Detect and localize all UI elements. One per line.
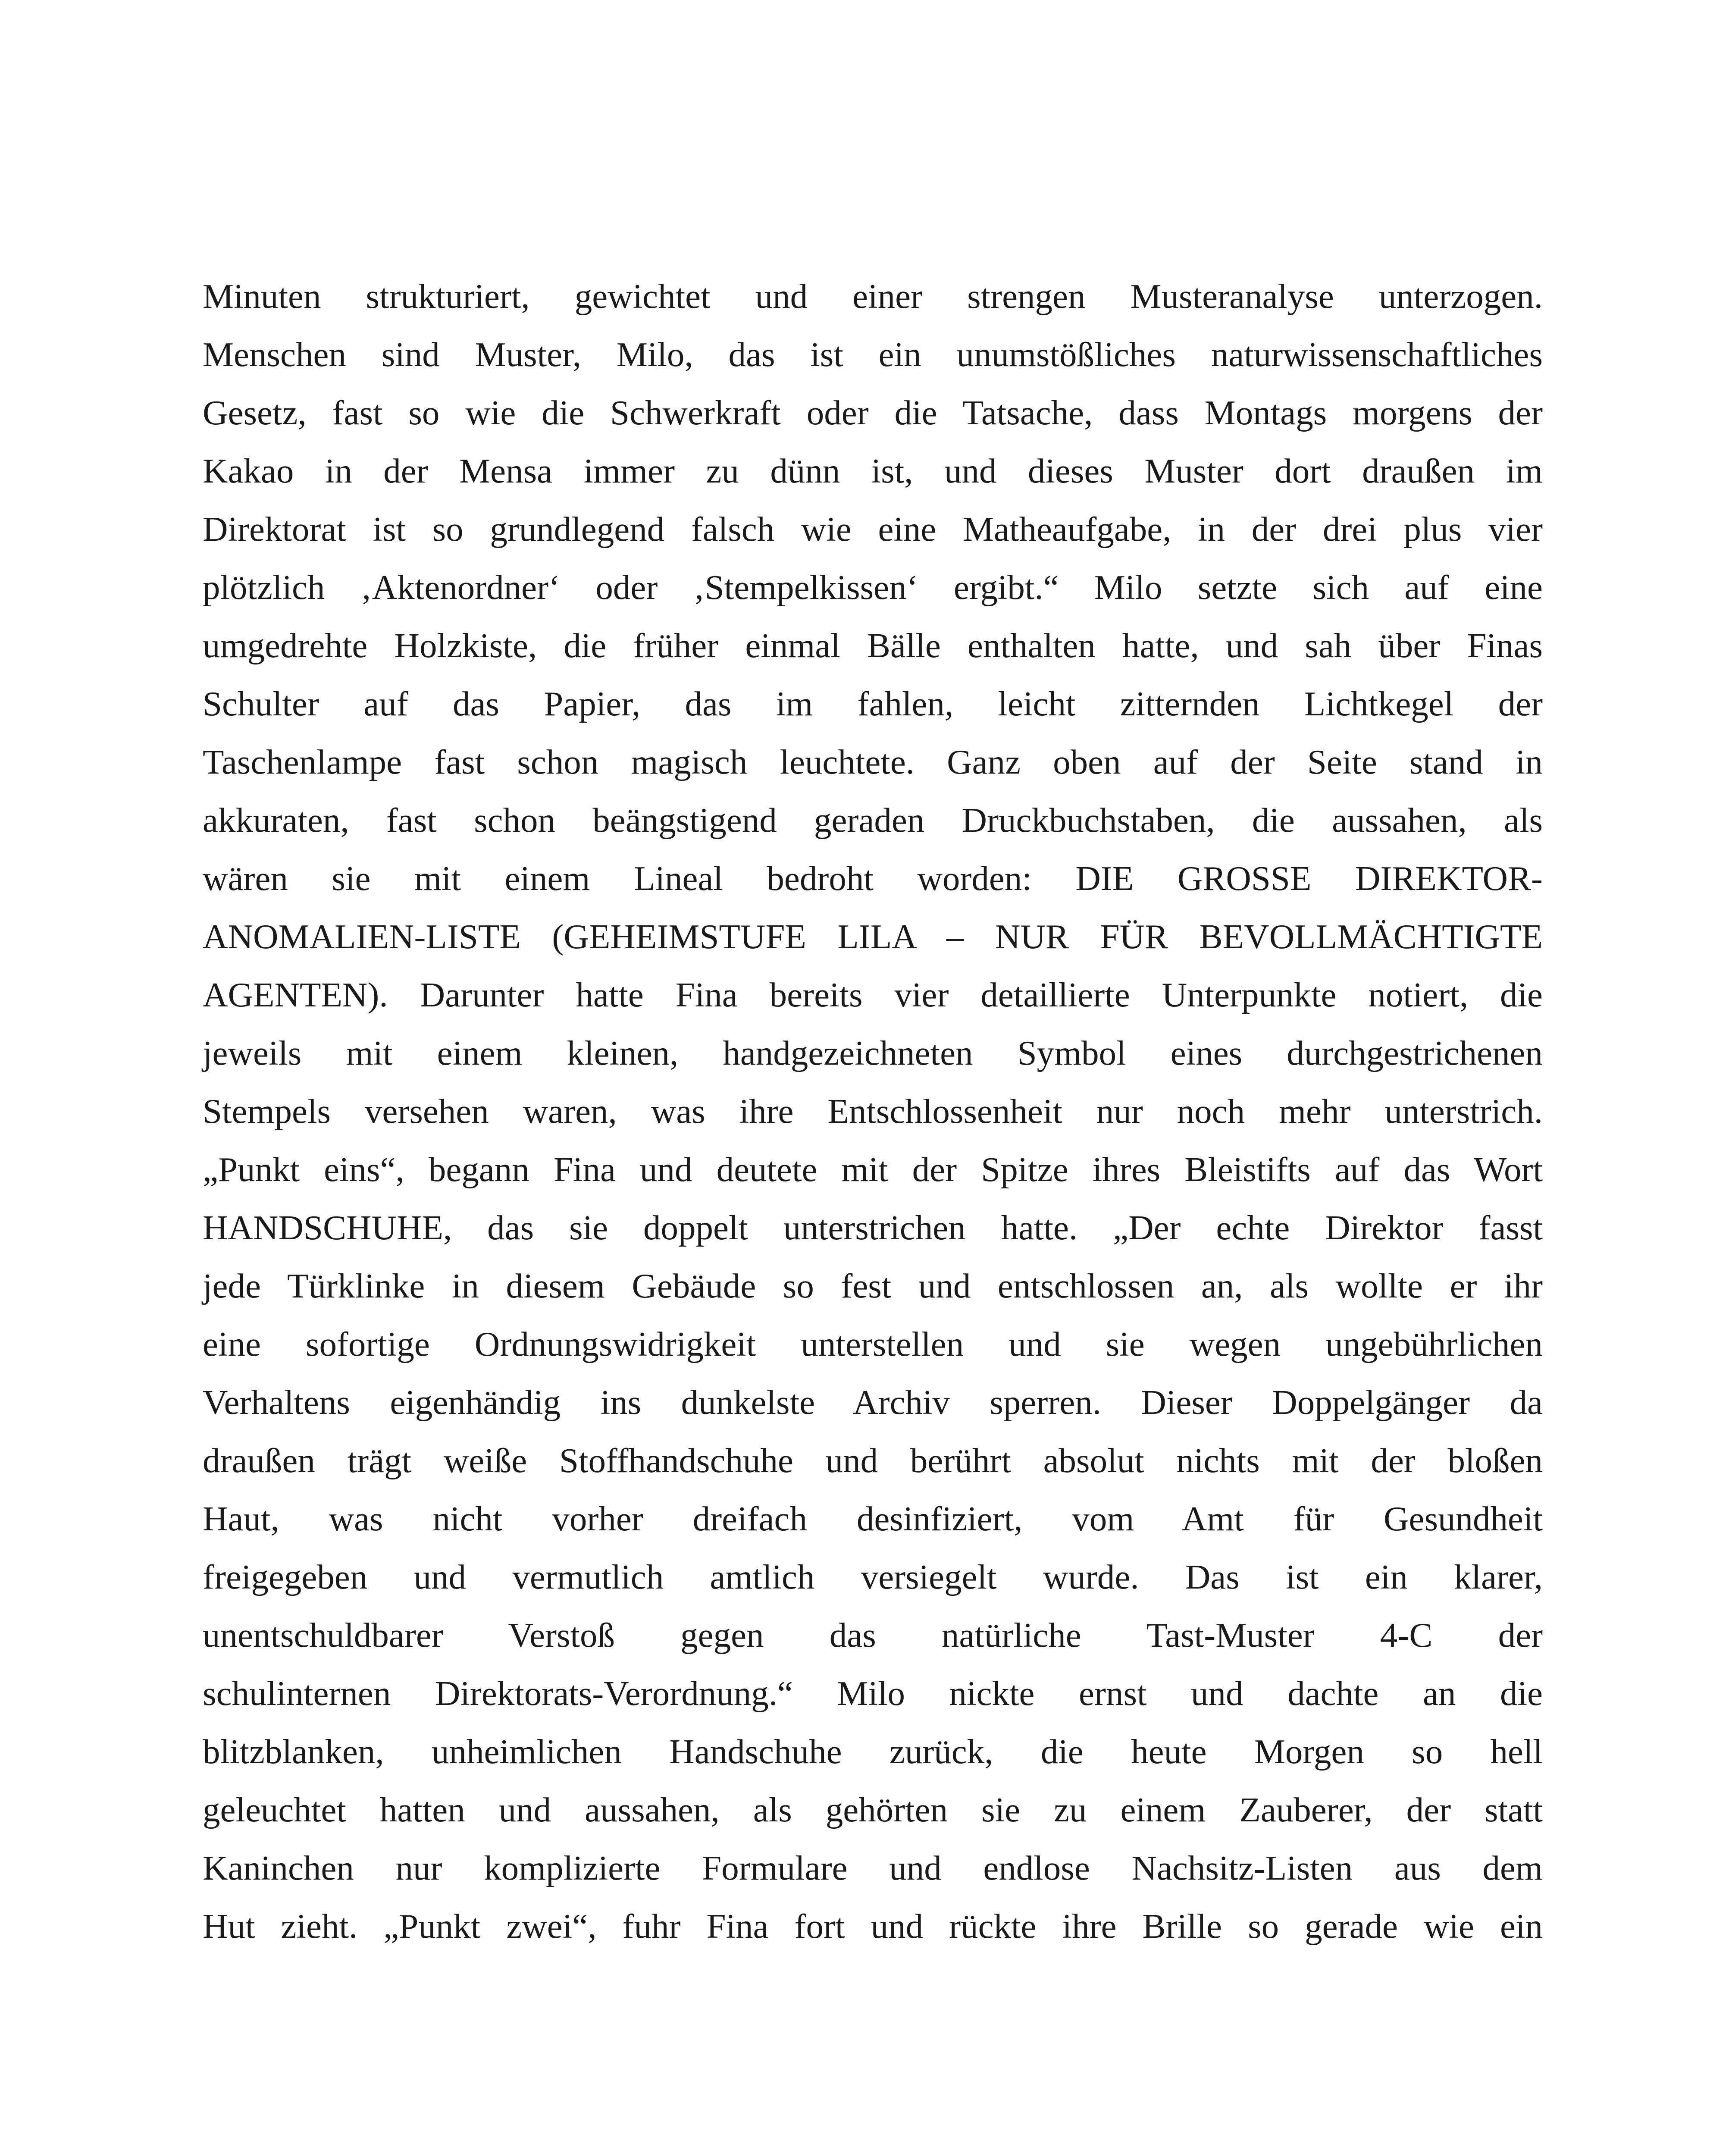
text-line: HANDSCHUHE, das sie doppelt unterstrichen hatte. „Der echte Direktor fasst — [203, 1208, 1543, 1247]
text-line: Stempels versehen waren, was ihre Entschlossenheit nur noch mehr unterstrich. — [203, 1092, 1543, 1131]
text-line: Verhaltens eigenhändig ins dunkelste Archiv sperren. Dieser Doppelgänger da — [203, 1383, 1543, 1422]
text-line: eine sofortige Ordnungswidrigkeit unterstellen und sie wegen ungebührlichen — [203, 1325, 1543, 1363]
text-line: „Punkt eins“, begann Fina und deutete mit der Spitze ihres Bleistifts auf das Wort — [203, 1150, 1543, 1189]
text-line: jede Türklinke in diesem Gebäude so fest und entschlossen an, als wollte er ihr — [203, 1266, 1543, 1305]
text-line: Taschenlampe fast schon magisch leuchtete. Ganz oben auf der Seite stand in — [203, 743, 1543, 781]
text-line: draußen trägt weiße Stoffhandschuhe und berührt absolut nichts mit der bloßen — [203, 1441, 1543, 1480]
text-line: Schulter auf das Papier, das im fahlen, leicht zitternden Lichtkegel der — [203, 684, 1543, 723]
text-line: ANOMALIEN-LISTE (GEHEIMSTUFE LILA – NUR FÜR BEVOLLMÄCHTIGTE — [203, 917, 1543, 956]
text-line: Hut zieht. „Punkt zwei“, fuhr Fina fort und rückte ihre Brille so gerade wie ein — [203, 1907, 1543, 1946]
text-line: AGENTEN). Darunter hatte Fina bereits vier detaillierte Unterpunkte notiert, die — [203, 975, 1543, 1014]
text-line: jeweils mit einem kleinen, handgezeichneten Symbol eines durchgestrichenen — [203, 1034, 1543, 1072]
text-line: plötzlich ‚Aktenordner‘ oder ‚Stempelkissen‘ ergibt.“ Milo setzte sich auf eine — [203, 568, 1543, 607]
text-line: Haut, was nicht vorher dreifach desinfiziert, vom Amt für Gesundheit — [203, 1499, 1543, 1538]
text-line: wären sie mit einem Lineal bedroht worden: DIE GROSSE DIREKTOR- — [203, 859, 1543, 898]
text-line: unentschuldbarer Verstoß gegen das natürliche Tast-Muster 4-C der — [203, 1616, 1543, 1655]
text-line: akkuraten, fast schon beängstigend geraden Druckbuchstaben, die aussahen, als — [203, 801, 1543, 840]
text-line: Kakao in der Mensa immer zu dünn ist, und dieses Muster dort draußen im — [203, 451, 1543, 490]
text-line: geleuchtet hatten und aussahen, als gehörten sie zu einem Zauberer, der statt — [203, 1790, 1543, 1829]
text-line: freigegeben und vermutlich amtlich versiegelt wurde. Das ist ein klarer, — [203, 1557, 1543, 1596]
text-line: Minuten strukturiert, gewichtet und einer strengen Musteranalyse unterzogen. — [203, 277, 1543, 316]
text-line: Direktorat ist so grundlegend falsch wie eine Matheaufgabe, in der drei plus vier — [203, 510, 1543, 548]
text-line: Gesetz, fast so wie die Schwerkraft oder die Tatsache, dass Montags morgens der — [203, 393, 1543, 432]
text-line: schulinternen Direktorats-Verordnung.“ Milo nickte ernst und dachte an die — [203, 1674, 1543, 1713]
text-line: Kaninchen nur komplizierte Formulare und endlose Nachsitz-Listen aus dem — [203, 1849, 1543, 1887]
text-line: Menschen sind Muster, Milo, das ist ein unumstößliches naturwissenschaftliches — [203, 335, 1543, 374]
text-line: umgedrehte Holzkiste, die früher einmal Bälle enthalten hatte, und sah über Finas — [203, 626, 1543, 665]
text-line: blitzblanken, unheimlichen Handschuhe zurück, die heute Morgen so hell — [203, 1732, 1543, 1771]
body-text — [203, 267, 1543, 1955]
